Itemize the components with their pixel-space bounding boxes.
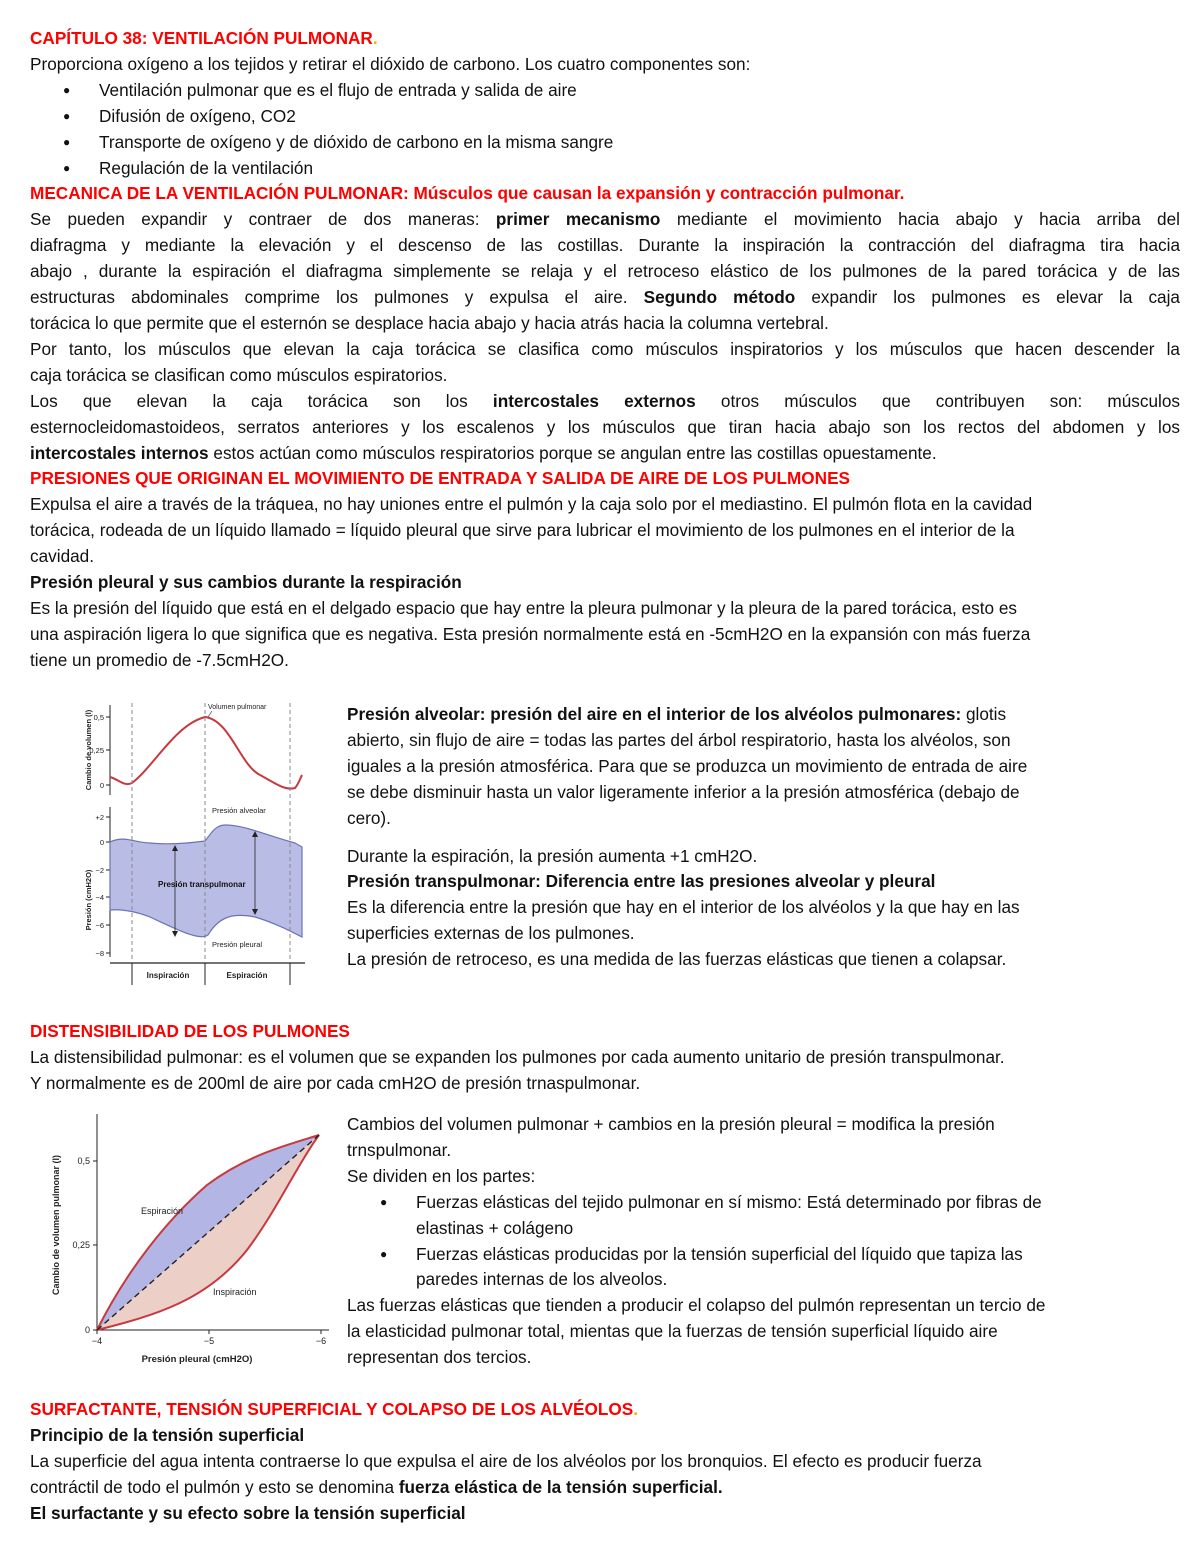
phase-inspiration: Inspiración: [146, 971, 190, 980]
fig1-label-volume: Volumen pulmonar: [208, 704, 267, 711]
fig1-tick: +2: [95, 813, 104, 822]
paragraph-line: esternocleidomastoideos, serratos anteriores y los escalenos y los músculos que tiran hacia abajo son los rectos del abdomen y los: [30, 416, 1180, 437]
paragraph-line: abajo , durante la espiración el diafragma simplemente se relaja y el retroceso elástico de los pulmones de la pared torácica y de las: [30, 261, 1180, 282]
fig2-ytick: 0,25: [72, 1240, 90, 1250]
fig1-tick: 0,25: [89, 746, 104, 755]
fig1-label-transpulmonary: Presión transpulmonar: [158, 880, 246, 889]
list-item: ● Ventilación pulmonar que es el flujo de entrada y salida de aire: [30, 78, 1180, 104]
paragraph-line: diafragma y mediante la elevación y el descenso de las costillas. Durante la inspiración la contracción del diafragma tira hacia: [30, 235, 1180, 256]
distensibility-heading: DISTENSIBILIDAD DE LOS PULMONES: [30, 1021, 350, 1041]
pleural-subheading: Presión pleural y sus cambios durante la respiración: [30, 572, 462, 593]
chapter-title: CAPÍTULO 38: VENTILACIÓN PULMONAR.: [30, 28, 378, 48]
paragraph-line: Cambios del volumen pulmonar + cambios en la presión pleural = modifica la presión: [347, 1114, 995, 1134]
fig1-tick: −8: [95, 949, 104, 958]
paragraph-line: cero).: [347, 807, 391, 828]
list-item: ● Fuerzas elásticas del tejido pulmonar en sí mismo: Está determinado por fibras de elastinas + colágeno: [347, 1190, 1157, 1242]
surface-tension-subheading: Principio de la tensión superficial: [30, 1424, 305, 1445]
paragraph-line: torácica lo que permite que el esternón se desplace hacia abajo y hacia atrás hacia la columna vertebral.: [30, 312, 829, 333]
list-item: ● Transporte de oxígeno y de dióxido de carbono en la misma sangre: [30, 130, 1180, 156]
paragraph-line: La distensibilidad pulmonar: es el volumen que se expanden los pulmones por cada aumento unitario de presión transpulmonar.: [30, 1046, 1005, 1067]
fig1-ylabel-top: Cambio de volumen (l): [84, 709, 93, 791]
phase-expiration: Espiración: [226, 971, 268, 980]
surfactant-heading: SURFACTANTE, TENSIÓN SUPERFICIAL Y COLAPSO DE LOS ALVÉOLOS.: [30, 1399, 638, 1419]
paragraph-line: Durante la espiración, la presión aumenta +1 cmH2O.: [347, 845, 758, 866]
paragraph-line: Es la diferencia entre la presión que hay en el interior de los alvéolos y la que hay en las: [347, 897, 1020, 918]
paragraph-line: Por tanto, los músculos que elevan la caja torácica se clasifica como músculos inspiratorios y los músculos que hacen descender la: [30, 338, 1180, 359]
volume-curve: [110, 717, 302, 789]
compliance-figure: [47, 1110, 337, 1378]
fig2-xtick: −6: [315, 1336, 327, 1346]
fig2-xlabel: Presión pleural (cmH2O): [141, 1354, 253, 1365]
paragraph-line: iguales a la presión atmosférica. Para que se produzca un movimiento de entrada de aire: [347, 755, 1028, 776]
fig1-tick: −6: [95, 921, 104, 930]
fig1-tick: 0,5: [93, 713, 104, 722]
respiration-pressure-figure: [80, 695, 315, 990]
alveolar-section: [347, 702, 1147, 973]
fig2-ytick: 0,5: [77, 1156, 90, 1166]
list-item: ● Fuerzas elásticas producidas por la tensión superficial del líquido que tapiza las paredes internas de los alveolos.: [347, 1242, 1157, 1294]
paragraph-line: una aspiración ligera lo que significa que es negativa. Esta presión normalmente está en -5cmH2O en la expansión con más fuerza: [30, 623, 1031, 644]
paragraph-line: contráctil de todo el pulmón y esto se denomina fuerza elástica de la tensión superficial.: [30, 1476, 723, 1497]
fig1-tick: 0: [99, 838, 104, 847]
pressures-heading: PRESIONES QUE ORIGINAN EL MOVIMIENTO DE ENTRADA Y SALIDA DE AIRE DE LOS PULMONES: [30, 468, 851, 489]
elastic-forces-section: [347, 1112, 1157, 1371]
fig2-ytick: 0: [84, 1325, 90, 1335]
paragraph-line: intercostales internos estos actúan como músculos respiratorios porque se angulan entre las costillas opuestamente.: [30, 442, 937, 463]
fig1-label-alveolar: Presión alveolar: [212, 806, 266, 815]
fig1-ylabel-bottom: Presión (cmH2O): [84, 869, 93, 931]
mechanics-heading: MECANICA DE LA VENTILACIÓN PULMONAR: Músculos que causan la expansión y contracción pulmonar.: [30, 183, 905, 204]
fig2-xtick: −4: [91, 1336, 103, 1346]
paragraph-line: Las fuerzas elásticas que tienden a producir el colapso del pulmón representan un tercio de: [347, 1295, 1046, 1316]
paragraph-line: Se pueden expandir y contraer de dos maneras: primer mecanismo mediante el movimiento hacia abajo y hacia arriba del: [30, 209, 1180, 230]
fig2-ylabel: Cambio de volumen pulmonar (l): [51, 1154, 61, 1296]
distensibility-section: [30, 1019, 1180, 1097]
paragraph-line: tiene un promedio de -7.5cmH2O.: [30, 649, 289, 670]
paragraph-line: representan dos tercios.: [347, 1347, 532, 1368]
paragraph-line: La superficie del agua intenta contraerse lo que expulsa el aire de los alvéolos por los bronquios. El efecto es producir fuerza: [30, 1450, 982, 1471]
elastic-forces-list: [347, 1190, 1157, 1294]
paragraph-line: Expulsa el aire a través de la tráquea, no hay uniones entre el pulmón y la caja solo por el mediastino. El pulmón flota en la cavidad: [30, 494, 1033, 515]
surfactant-section: [30, 1397, 1180, 1527]
paragraph-line: Presión alveolar: presión del aire en el interior de los alvéolos pulmonares: glotis: [347, 704, 1007, 724]
paragraph-line: abierto, sin flujo de aire = todas las partes del árbol respiratorio, hasta los alvéolos, son: [347, 729, 1011, 750]
paragraph-line: se debe disminuir hasta un valor ligeramente inferior a la presión atmosférica (debajo de: [347, 781, 1020, 802]
fig1-tick: −4: [95, 893, 104, 902]
surfactant-subheading: El surfactante y su efecto sobre la tensión superficial: [30, 1502, 466, 1523]
document-page: [30, 26, 1180, 674]
fig1-tick: −2: [95, 866, 104, 875]
paragraph-line: Se dividen en los partes:: [347, 1165, 536, 1186]
components-list: [30, 78, 1180, 182]
intro-text: Proporciona oxígeno a los tejidos y retirar el dióxido de carbono. Los cuatro componentes son:: [30, 53, 751, 74]
paragraph-line: La presión de retroceso, es una medida de las fuerzas elásticas que tienen a colapsar.: [347, 949, 1007, 970]
paragraph-line: Los que elevan la caja torácica son los intercostales externos otros músculos que contribuyen son: músculos: [30, 390, 1180, 411]
paragraph-line: trnspulmonar.: [347, 1139, 452, 1160]
paragraph-line: estructuras abdominales comprime los pulmones y expulsa el aire. Segundo método expandir los pulmones es elevar la caja: [30, 287, 1180, 308]
fig1-label-pleural: Presión pleural: [212, 940, 263, 949]
fig2-label-inspiration: Inspiración: [213, 1287, 257, 1297]
list-item: ● Difusión de oxígeno, CO2: [30, 104, 1180, 130]
paragraph-line: torácica, rodeada de un líquido llamado = líquido pleural que sirve para lubricar el movimiento de los pulmones en el interior de la: [30, 520, 1015, 541]
paragraph-line: cavidad.: [30, 546, 95, 567]
transpulmonary-subheading: Presión transpulmonar: Diferencia entre las presiones alveolar y pleural: [347, 871, 936, 892]
paragraph-line: Es la presión del líquido que está en el delgado espacio que hay entre la pleura pulmonar y la pleura de la pared torácica, esto es: [30, 597, 1018, 618]
paragraph-line: la elasticidad pulmonar total, mientas que la fuerzas de tensión superficial líquido aire: [347, 1321, 998, 1342]
paragraph-line: Y normalmente es de 200ml de aire por cada cmH2O de presión trnaspulmonar.: [30, 1072, 641, 1093]
paragraph-line: superficies externas de los pulmones.: [347, 923, 635, 944]
paragraph-line: caja torácica se clasifican como músculos espiratorios.: [30, 364, 448, 385]
fig1-tick: 0: [99, 781, 104, 790]
fig2-xtick: −5: [203, 1336, 215, 1346]
fig2-label-expiration: Espiración: [141, 1206, 184, 1216]
list-item: ● Regulación de la ventilación: [30, 156, 1180, 182]
